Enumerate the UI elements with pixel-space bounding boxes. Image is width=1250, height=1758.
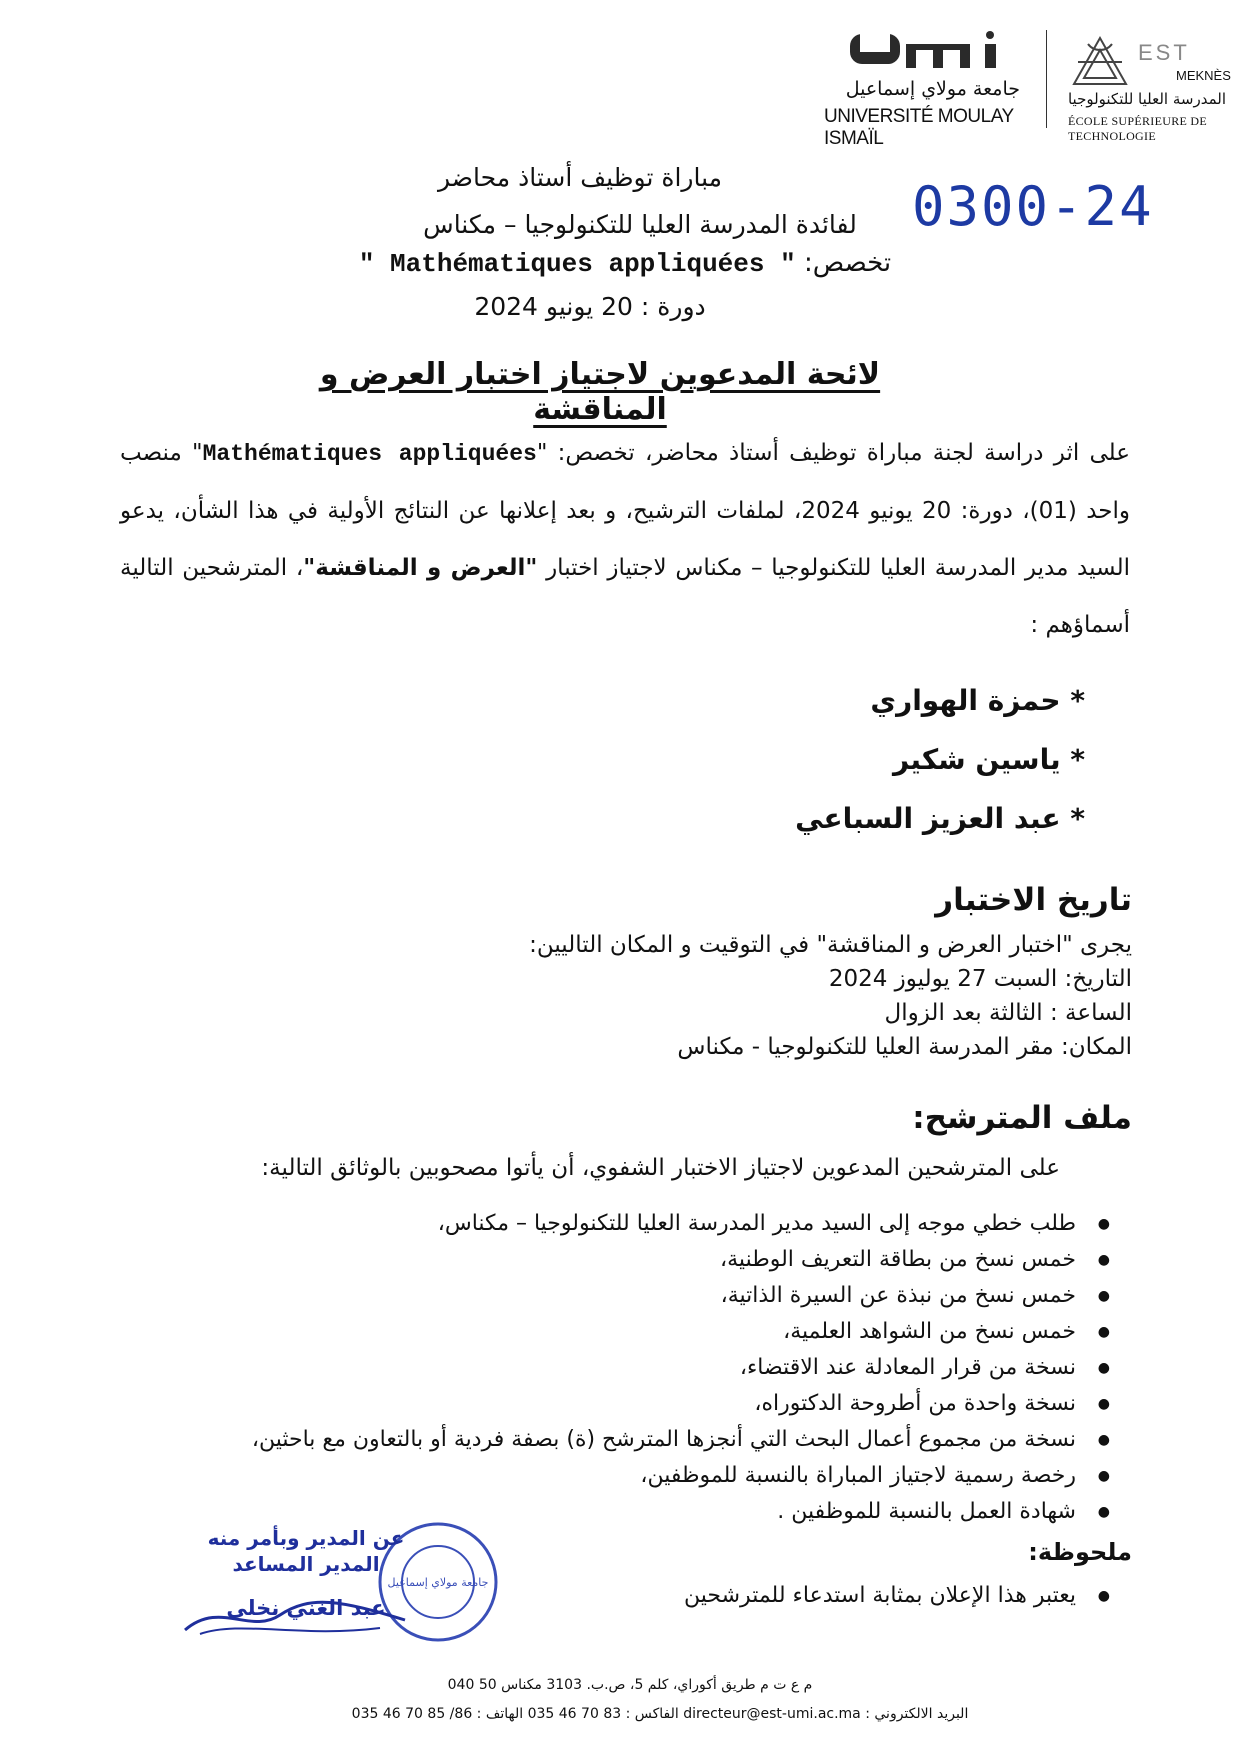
signature-scribble [180,1590,410,1640]
title-specialty [300,248,950,279]
est-emblem-icon [1064,34,1136,92]
footer-contact: البريد الالكتروني : directeur@est-umi.ac.ma الفاكس : 83 70 46 035 الهاتف : 86/ 85 70 46 035 [351,1706,969,1722]
documents-list [110,1206,1110,1530]
title-session: دورة : 20 يونيو 2024 [474,292,706,321]
specialty-value: " Mathématiques appliquées " [358,249,796,279]
paragraph-part-1: على اثر دراسة لجنة مباراة توظيف أستاذ محاضر، تخصص: " [536,440,1130,466]
list-item: ● نسخة من قرار المعادلة عند الاقتضاء، [110,1350,1110,1386]
exam-place: المكان: مقر المدرسة العليا للتكنولوجيا - مكناس [677,1034,1132,1060]
file-heading: ملف المترشح: [912,1100,1132,1136]
file-intro: على المترشحين المدعوين لاجتياز الاختبار الشفوي، أن يأتوا مصحوبين بالوثائق التالية: [261,1155,1060,1181]
header-divider [1046,30,1047,128]
list-item: ● نسخة واحدة من أطروحة الدكتوراه، [110,1386,1110,1422]
exam-intro: يجرى "اختبار العرض و المناقشة" في التوقيت و المكان التاليين: [529,932,1132,958]
exam-date: التاريخ: السبت 27 يوليوز 2024 [828,966,1132,992]
candidate-name: * عبد العزيز السباعي [795,802,1085,835]
list-item: ● يعتبر هذا الإعلان بمثابة استدعاء للمترشحين [110,1578,1110,1614]
est-name-fr: ÉCOLE SUPÉRIEURE DE TECHNOLOGIE [1068,114,1208,143]
umi-name-fr: UNIVERSITÉ MOULAY ISMAÏL [824,106,1014,149]
list-item: ● شهادة العمل بالنسبة للموظفين . [110,1494,1110,1530]
list-item: ● خمس نسخ من نبذة عن السيرة الذاتية، [110,1278,1110,1314]
candidate-name: * حمزة الهواري [870,684,1085,717]
signature-line-1: عن المدير وبأمر منه [207,1526,405,1550]
list-item: ● رخصة رسمية لاجتياز المباراة بالنسبة للموظفين، [110,1458,1110,1494]
note-heading: ملحوظة: [1028,1538,1132,1566]
stamp-text: جامعة مولاي إسماعيل [387,1576,489,1589]
umi-logo [820,30,1030,149]
est-logo [1058,28,1248,143]
exam-time: الساعة : الثالثة بعد الزوال [884,1000,1132,1026]
umi-name-ar: جامعة مولاي إسماعيل [845,78,1020,100]
list-item: ● طلب خطي موجه إلى السيد مدير المدرسة العليا للتكنولوجيا – مكناس، [110,1206,1110,1242]
specialty-label: تخصص: [803,248,892,278]
umi-logo-mark [850,30,1020,72]
reference-number: 0300-24 [912,175,1154,238]
title-line-1: مباراة توظيف أستاذ محاضر [437,163,723,192]
paragraph-specialty: Mathématiques appliquées [202,441,537,467]
candidate-name: * ياسين شكير [893,743,1085,776]
signature-name: عبد الغني نخلي [226,1596,386,1620]
exam-heading: تاريخ الاختبار [935,882,1132,918]
signature-line-2: المدير المساعد [232,1552,380,1576]
paragraph-part-2: " منصب واحد (01)، دورة: 20 يونيو 2024، لملفات الترشيح، و بعد إعلانها عن النتائج الأولية في هذا الشأن، يدعو السيد مدير المدرسة العليا للتكنولوجيا – مكناس لاجتياز اختبار [120,440,1131,581]
list-item: ● خمس نسخ من الشواهد العلمية، [110,1314,1110,1350]
page-title: لائحة المدعوين لاجتياز اختبار العرض و المناقشة [319,357,881,427]
est-city: MEKNÈS [1176,68,1231,83]
list-item: ● خمس نسخ من بطاقة التعريف الوطنية، [110,1242,1110,1278]
list-item: ● نسخة من مجموع أعمال البحث التي أنجزها المترشح (ة) بصفة فردية أو بالتعاون مع باحثين، [110,1422,1110,1458]
paragraph-part-3: ، المترشحين التالية أسماؤهم : [120,555,1130,638]
paragraph-bold-part: "العرض و المناقشة" [303,555,538,581]
est-name-ar: المدرسة العليا للتكنولوجيا [1067,90,1226,108]
est-word: EST [1138,40,1190,65]
title-line-2: لفائدة المدرسة العليا للتكنولوجيا – مكناس [423,210,857,239]
intro-paragraph [120,425,1130,654]
footer-address: م ع ت م طريق أكوراي، كلم 5، ص.ب. 3103 مكناس 50 040 [447,1677,813,1693]
